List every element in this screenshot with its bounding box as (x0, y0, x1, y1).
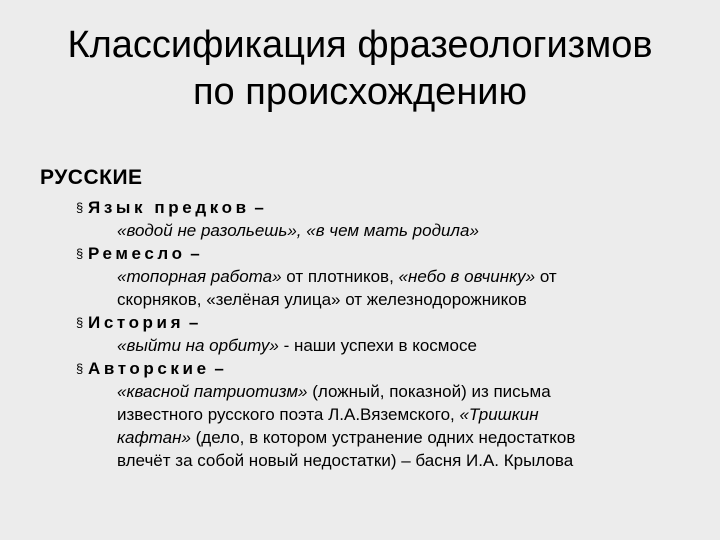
description-text: - наши успехи в космосе (278, 336, 477, 355)
example-phrase: кафтан» (117, 428, 191, 447)
bullet-dash: – (184, 313, 199, 332)
example-phrase: «Тришкин (459, 405, 539, 424)
bullet-marker: § (76, 246, 84, 261)
bullet-description-line (76, 334, 676, 357)
bullet-marker: § (76, 200, 84, 215)
example-phrase: «небо в овчинку» (398, 267, 536, 286)
bullet-list (76, 196, 676, 472)
list-item (76, 196, 676, 242)
bullet-dash: – (249, 198, 264, 217)
bullet-description-line (76, 265, 676, 288)
bullet-marker: § (76, 315, 84, 330)
bullet-dash: – (185, 244, 200, 263)
bullet-term: Язык предков (88, 198, 250, 217)
description-text: влечёт за собой новый недостатки) – басня И.А. Крылова (117, 451, 574, 470)
slide-title-line-2: по происхождению (192, 71, 528, 113)
bullet-description-line (76, 288, 676, 311)
bullet-description-line (76, 219, 676, 242)
description-text: известного русского поэта Л.А.Вяземского, (117, 405, 460, 424)
bullet-term: Ремесло (88, 244, 186, 263)
bullet-dash: – (209, 359, 224, 378)
description-text: (дело, в котором устранение одних недостатков (190, 428, 576, 447)
slide-title-line-1: Классификация фразеологизмов (67, 24, 653, 66)
bullet-description-line (76, 449, 676, 472)
description-text: от плотников, (281, 267, 399, 286)
slide-title (0, 22, 720, 116)
bullet-description-line (76, 403, 676, 426)
list-item (76, 311, 676, 357)
bullet-line (76, 357, 676, 380)
example-phrase: «водой не разольешь», «в чем мать родила» (117, 221, 479, 240)
bullet-line (76, 242, 676, 265)
example-phrase: «выйти на орбиту» (117, 336, 279, 355)
bullet-marker: § (76, 361, 84, 376)
list-item (76, 242, 676, 311)
description-text: от (535, 267, 557, 286)
bullet-description-line (76, 380, 676, 403)
description-text: (ложный, показной) из письма (307, 382, 551, 401)
description-text: скорняков, «зелёная улица» от железнодорожников (117, 290, 527, 309)
bullet-term: История (88, 313, 185, 332)
bullet-line (76, 311, 676, 334)
example-phrase: «топорная работа» (117, 267, 282, 286)
section-heading: РУССКИЕ (40, 166, 143, 189)
bullet-term: Авторские (88, 359, 210, 378)
list-item (76, 357, 676, 472)
bullet-line (76, 196, 676, 219)
example-phrase: «квасной патриотизм» (117, 382, 308, 401)
bullet-description-line (76, 426, 676, 449)
